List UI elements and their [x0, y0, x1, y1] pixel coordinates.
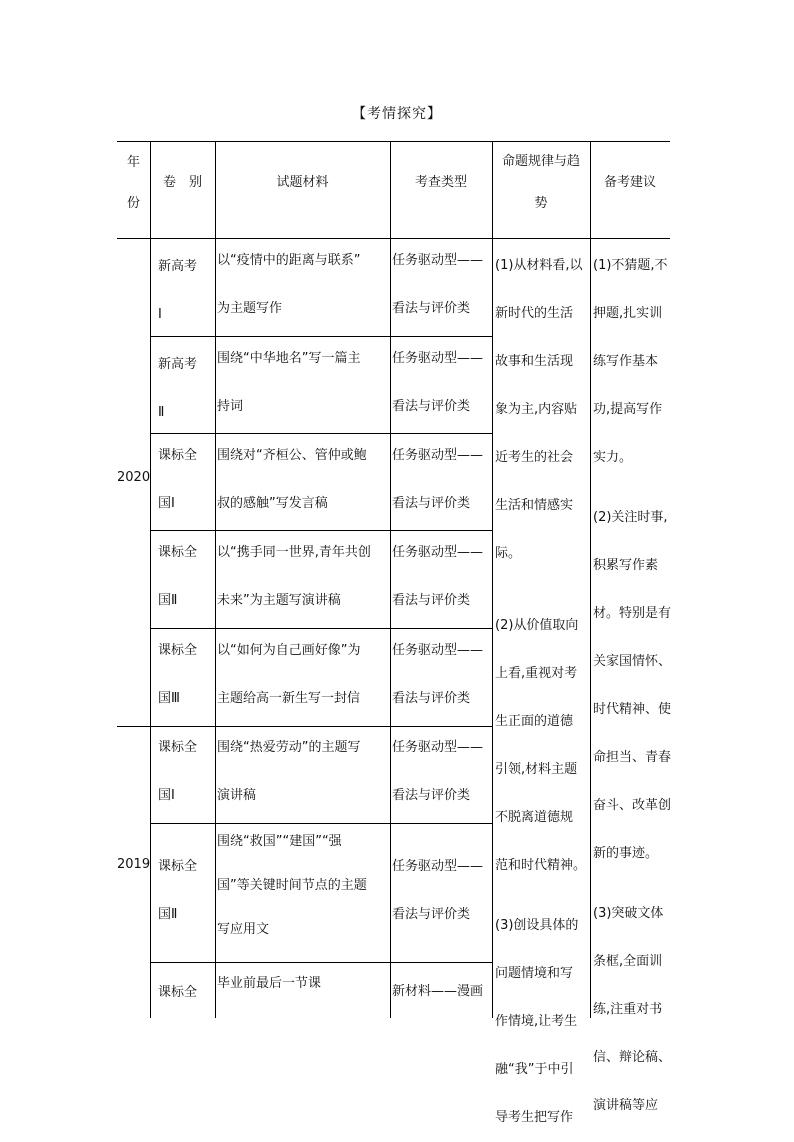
table-row — [158, 627, 214, 723]
header-year-bottom: 份 — [126, 196, 140, 211]
paper-cell: 国Ⅲ — [158, 691, 180, 706]
paper-cell: 国Ⅰ — [158, 788, 175, 803]
paper-cell: 国Ⅰ — [158, 496, 175, 511]
year-label: 2019 — [117, 857, 151, 872]
col-border — [215, 141, 216, 1018]
material-cell: 以“疫情中的距离与联系” 为主题写作 — [217, 253, 361, 316]
type-cell: 任务驱动型—— 看法与评价类 — [392, 545, 484, 608]
paper-cell: 课标全 — [158, 545, 198, 560]
material-cell: 以“携手同一世界,青年共创 未来”为主题写演讲稿 — [217, 545, 371, 608]
paper-cell: 课标全 — [158, 643, 198, 658]
table-row — [158, 969, 214, 1017]
paper-cell: 国Ⅱ — [158, 907, 178, 922]
year-label: 2020 — [117, 470, 151, 485]
paper-cell: 课标全 — [158, 740, 198, 755]
paper-cell: 新高考 — [158, 259, 198, 274]
type-cell: 任务驱动型—— 看法与评价类 — [392, 448, 484, 511]
col-border — [150, 141, 151, 1018]
header-advice: 备考建议 — [603, 175, 656, 190]
type-cell: 任务驱动型—— 看法与评价类 — [392, 253, 484, 316]
header-trend-bottom: 势 — [534, 196, 548, 211]
paper-cell: 课标全 — [158, 985, 198, 1000]
trend-column: (1)从材料看,以 新时代的生活 故事和生活现 象为主,内容贴 近考生的社会 生活和情感实 际。 (2)从价值取向 上看,重视对考 生正面的道德 引领,材料主题 不脱离道德规 范和时代精神。 (3)创设具体的 问题情境和写 作情境,让考生 融“我”于中引 导考生把写作 — [495, 258, 587, 1125]
table-row — [158, 529, 214, 625]
header-trend-top: 命题规律与趋 — [501, 154, 580, 169]
advice-column: (1)不猜题,不 押题,扎实训 练写作基本 功,提高写作 实力。 (2)关注时事, 积累写作素 材。特别是有 关家国情怀、 时代精神、使 命担当、青春 奋斗、改革创 新的事迹。 (3)突破文体 条框,全面训 练,注重对书 信、辩论稿、 演讲稿等应 — [593, 258, 672, 1113]
header-type: 考查类型 — [414, 175, 467, 190]
material-cell: 毕业前最后一节课 — [217, 976, 322, 991]
table-row — [158, 243, 214, 339]
material-cell: 围绕“中华地名”写一篇主 持词 — [217, 351, 361, 414]
type-cell: 任务驱动型—— 看法与评价类 — [392, 859, 484, 922]
table-row — [158, 724, 214, 820]
paper-cell: 课标全 — [158, 448, 198, 463]
col-border — [492, 141, 493, 1018]
header-paper: 卷 别 — [162, 175, 202, 190]
type-cell: 新材料——漫画 — [392, 984, 484, 999]
material-cell: 围绕“救国”“建国”“强 国”等关键时间节点的主题 写应用文 — [217, 834, 367, 937]
type-cell: 任务驱动型—— 看法与评价类 — [392, 740, 484, 803]
paper-cell: 新高考 — [158, 357, 198, 372]
material-cell: 围绕对“齐桓公、管仲或鲍 叔的感触”写发言稿 — [217, 448, 367, 511]
table-row — [158, 341, 214, 437]
col-border — [590, 141, 591, 1018]
page-title: 【考情探究】 — [352, 106, 442, 122]
type-cell: 任务驱动型—— 看法与评价类 — [392, 351, 484, 414]
type-cell: 任务驱动型—— 看法与评价类 — [392, 643, 484, 706]
header-year-top: 年 — [126, 155, 140, 170]
table-top-border — [117, 141, 670, 142]
paper-cell: 课标全 — [158, 859, 198, 874]
header-material: 试题材料 — [276, 175, 329, 190]
table-row — [158, 432, 214, 528]
paper-cell: Ⅰ — [158, 307, 162, 322]
material-cell: 以“如何为自己画好像”为 主题给高一新生写一封信 — [217, 643, 361, 706]
material-cell: 围绕“热爱劳动”的主题写 演讲稿 — [217, 740, 361, 803]
col-border — [390, 141, 391, 1018]
table-row — [158, 843, 214, 939]
paper-cell: 国Ⅱ — [158, 593, 178, 608]
paper-cell: Ⅱ — [158, 405, 165, 420]
